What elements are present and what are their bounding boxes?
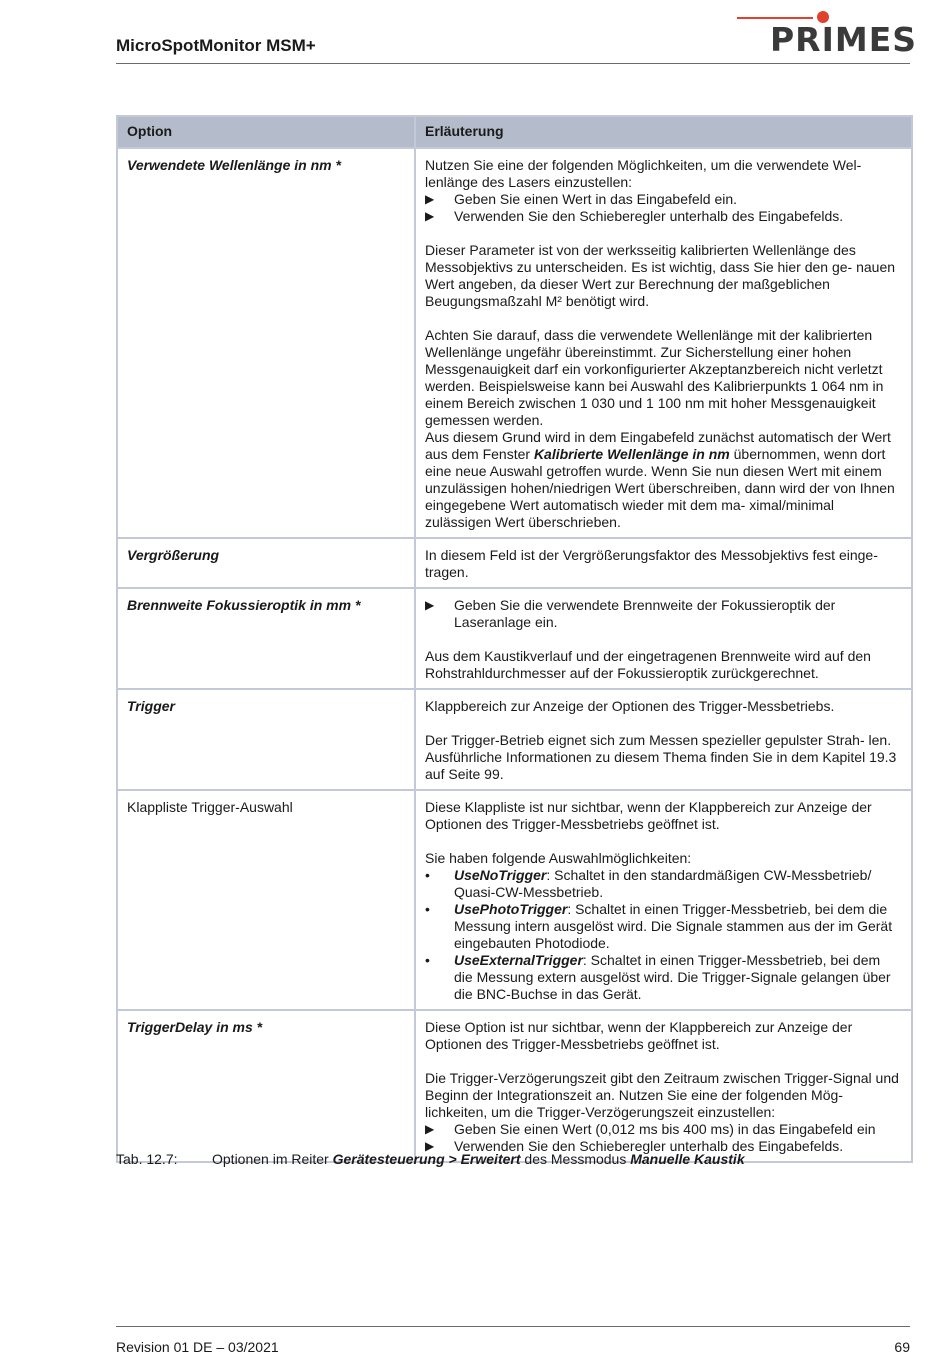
revision-label: Revision 01 DE – 03/2021 (116, 1339, 279, 1355)
option-explanation (415, 689, 912, 790)
logo-text: PRIMES (770, 20, 918, 59)
table-row (117, 1010, 912, 1162)
paragraph: Sie haben folgende Auswahlmöglichkeiten: (425, 850, 692, 866)
arrow-icon: ▶ (425, 598, 435, 612)
option-name: Brennweite Fokussieroptik in mm * (117, 588, 415, 689)
footer-divider (116, 1326, 910, 1327)
table-caption (116, 1151, 745, 1168)
option-explanation (415, 588, 912, 689)
list-item-text: Verwenden Sie den Schieberegler unterhalb des Eingabefelds. (454, 1138, 844, 1154)
list-item-text (454, 952, 902, 1003)
option-name: Vergrößerung (117, 538, 415, 588)
bullet-icon: • (425, 867, 430, 883)
option-name: Klappliste Trigger-Auswahl (117, 790, 415, 1010)
option-explanation (415, 148, 912, 538)
arrow-icon: ▶ (425, 192, 435, 206)
column-header-option: Option (117, 116, 415, 148)
option-explanation (415, 790, 912, 1010)
list-item-text: Geben Sie die verwendete Brennweite der Fokussieroptik der Laseranlage ein. (454, 597, 836, 630)
primes-logo (737, 8, 918, 59)
caption-text: des Messmodus (520, 1151, 631, 1167)
logo-line (737, 17, 813, 19)
bullet-list-item (425, 867, 902, 901)
document-title: MicroSpotMonitor MSM+ (116, 36, 316, 55)
arrow-list-item (425, 208, 902, 225)
table-row (117, 689, 912, 790)
option-explanation (415, 1010, 912, 1162)
arrow-icon: ▶ (425, 1122, 435, 1136)
paragraph: In diesem Feld ist der Vergrößerungsfaktor des Messobjektivs fest einge- tragen. (425, 547, 878, 580)
arrow-icon: ▶ (425, 1139, 435, 1153)
paragraph: Die Trigger-Verzögerungszeit gibt den Zeitraum zwischen Trigger-Signal und Beginn der Integrationszeit an. Nutzen Sie eine der folgenden Mög- lichkeiten, um die Trigger-Verzögerungszeit einzustellen: (425, 1070, 899, 1120)
paragraph: Diese Klappliste ist nur sichtbar, wenn der Klappbereich zur Anzeige der Optionen des Trigger-Messbetriebs geöffnet ist. (425, 799, 872, 832)
option-name: Trigger (117, 689, 415, 790)
bullet-list-item (425, 901, 902, 952)
table-row (117, 790, 912, 1010)
options-table (116, 115, 913, 1163)
ui-reference: Kalibrierte Wellenlänge in nm (533, 446, 730, 462)
text-run: Aus diesem Grund wird in dem Eingabefeld zunächst automatisch der Wert aus dem Fenster (425, 429, 891, 462)
list-item-text: Geben Sie einen Wert (0,012 ms bis 400 ms) in das Eingabefeld ein (454, 1121, 876, 1137)
list-item-text (454, 867, 902, 901)
list-item-text (454, 901, 902, 952)
caption-ui-path: Gerätesteuerung > Erweitert (332, 1151, 521, 1167)
text-run: : Schaltet in den standardmäßigen CW-Messbetrieb/ Quasi-CW-Messbetrieb. (454, 867, 872, 900)
option-name: Verwendete Wellenlänge in nm * (117, 148, 415, 538)
bullet-icon: • (425, 901, 430, 917)
table-header-row (117, 116, 912, 148)
option-term: UsePhotoTrigger (454, 901, 568, 917)
arrow-icon: ▶ (425, 209, 435, 223)
paragraph: Der Trigger-Betrieb eignet sich zum Messen spezieller gepulster Strah- len. Ausführliche Informationen zu diesem Thema finden Sie in dem Kapitel 19.3 auf Seite 99. (425, 732, 897, 782)
bullet-list-item (425, 952, 902, 1003)
table-row (117, 538, 912, 588)
caption-text: Optionen im Reiter (212, 1151, 333, 1167)
paragraph: Diese Option ist nur sichtbar, wenn der Klappbereich zur Anzeige der Optionen des Trigger-Messbetriebs geöffnet ist. (425, 1019, 853, 1052)
list-item-text: Geben Sie einen Wert in das Eingabefeld ein. (454, 191, 738, 207)
paragraph: Klappbereich zur Anzeige der Optionen des Trigger-Messbetriebs. (425, 698, 835, 714)
paragraph: Aus dem Kaustikverlauf und der eingetragenen Brennweite wird auf den Rohstrahldurchmesser auf der Fokussieroptik zurückgerechnet. (425, 648, 871, 681)
paragraph (425, 429, 902, 531)
option-explanation (415, 538, 912, 588)
paragraph: Achten Sie darauf, dass die verwendete Wellenlänge mit der kalibrierten Wellenlänge ungefähr übereinstimmt. Zur Sicherstellung einer hohen Messgenauigkeit darf ein vorkonfigurierter Akzeptanzbereich nicht verletzt werden. Beispielsweise kann bei Auswahl des Kalibrierpunkts 1 064 nm in einem Bereich zwischen 1 030 und 1 100 nm mit hoher Messgenauigkeit gemessen werden. (425, 327, 884, 428)
text-run: : Schaltet in einen Trigger-Messbetrieb, bei dem die Messung extern ausgelöst wird. Die Trigger-Signale gelangen über die BNC-Buchse in das Gerät. (454, 952, 891, 1002)
paragraph: Nutzen Sie eine der folgenden Möglichkeiten, um die verwendete Wel- lenlänge des Lasers einzustellen: (425, 157, 862, 190)
text-run: übernommen, wenn dort eine neue Auswahl getroffen wurde. Wenn Sie nun diesen Wert mit einem unzulässigen hohen/niedrigen Wert überschreiben, dann wird der von Ihnen eingegebene Wert automatisch wieder mit dem ma- ximal/minimal zulässigen Wert überschrieben. (425, 446, 895, 530)
bullet-icon: • (425, 952, 430, 968)
caption-mode-name: Manuelle Kaustik (630, 1151, 745, 1167)
paragraph: Dieser Parameter ist von der werksseitig kalibrierten Wellenlänge des Messobjektivs zu unterscheiden. Es ist wichtig, dass Sie hier den ge- nauen Wert angeben, da dieser Wert zur Berechnung der maßgeblichen Beugungsmaßzahl M² benötigt wird. (425, 242, 896, 309)
list-item-text: Verwenden Sie den Schieberegler unterhalb des Eingabefelds. (454, 208, 844, 224)
arrow-list-item (425, 1121, 902, 1138)
option-term: UseExternalTrigger (454, 952, 583, 968)
table-row (117, 148, 912, 538)
header-divider (116, 63, 910, 64)
option-term: UseNoTrigger (454, 867, 547, 883)
table-row (117, 588, 912, 689)
arrow-list-item (425, 191, 902, 208)
page-number: 69 (894, 1339, 910, 1355)
option-name: TriggerDelay in ms * (117, 1010, 415, 1162)
arrow-list-item (425, 597, 902, 631)
column-header-explanation: Erläuterung (415, 116, 912, 148)
text-run: : Schaltet in einen Trigger-Messbetrieb, bei dem die Messung intern ausgelöst wird. Die Signale stammen aus der im Gerät eingebauten Photodiode. (454, 901, 893, 951)
caption-number: Tab. 12.7: (116, 1151, 178, 1167)
